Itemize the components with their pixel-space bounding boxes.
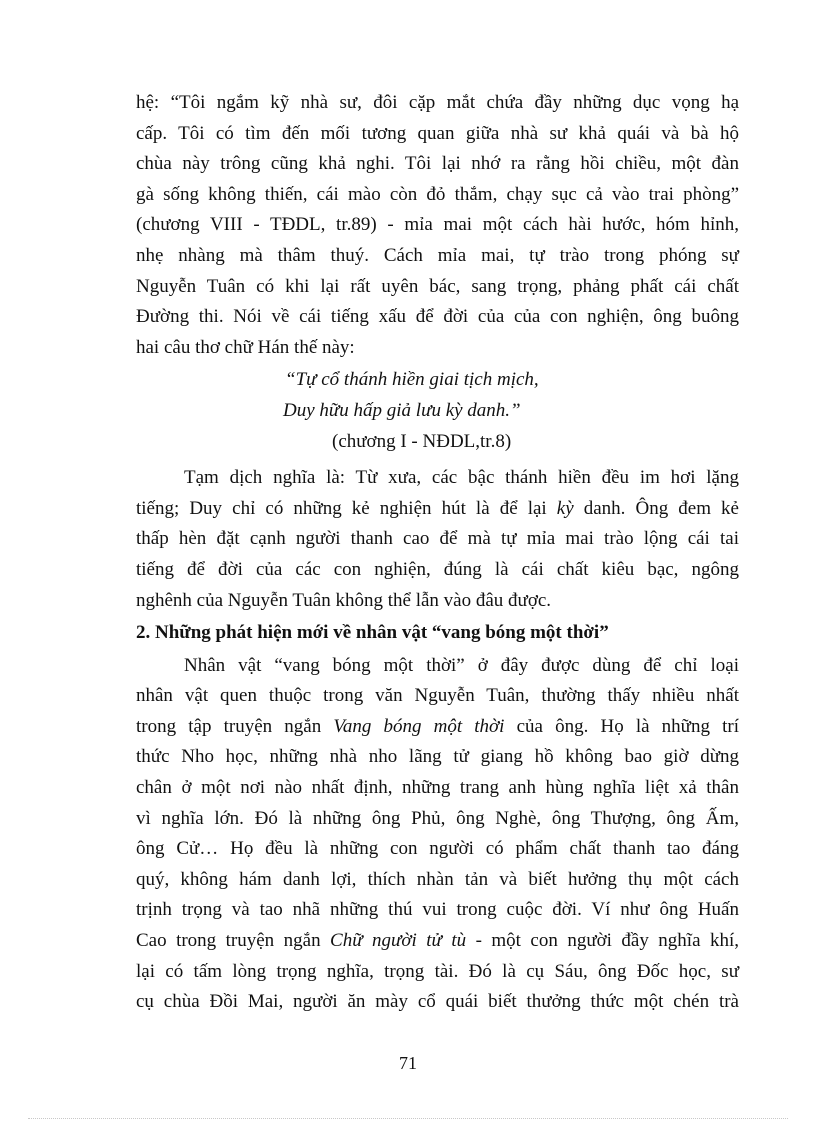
text-line: Nhân vật “vang bóng một thời” ở đây được dùng để chỉ loại	[184, 654, 739, 676]
text-line: nhẹ nhàng mà thâm thuý. Cách mỉa mai, tự trào trong phóng sự	[136, 244, 739, 266]
text-line: tiếng để đời của các con nghiện, đúng là cái chất kiêu bạc, ngông	[136, 558, 739, 580]
text-line: vì nghĩa lớn. Đó là những ông Phủ, ông Nghè, ông Thượng, ông Ấm,	[136, 807, 739, 829]
page-body	[136, 88, 739, 1018]
text-line	[136, 712, 739, 743]
text-line: cụ chùa Đồi Mai, người ăn mày cổ quái biết thưởng thức một chén trà	[136, 991, 739, 1013]
text-line: Đường thi. Nói về cái tiếng xấu để đời của của con nghiện, ông buông	[136, 306, 739, 328]
text-line: cấp. Tôi có tìm đến mối tương quan giữa nhà sư khả quái và bà hộ	[136, 122, 739, 144]
verse-quote	[136, 365, 739, 457]
text-segment: của ông. Họ là những trí	[504, 715, 740, 737]
text-line: ông Cử… Họ đều là những con người có phẩm chất thanh tao đáng	[136, 838, 739, 860]
section-heading: 2. Những phát hiện mới về nhân vật “vang bóng một thời”	[136, 622, 609, 644]
text-line: nghênh của Nguyễn Tuân không thể lẫn vào đâu được.	[136, 589, 552, 611]
text-line: nhân vật quen thuộc trong văn Nguyễn Tuân, thường thấy nhiều nhất	[136, 685, 739, 707]
verse-line: “Tự cổ thánh hiền giai tịch mịch,	[285, 369, 539, 391]
text-line	[136, 926, 739, 957]
text-line: thấp hèn đặt cạnh người thanh cao để mà tự mỉa mai trào lộng cái tai	[136, 528, 739, 550]
text-segment: Cao trong truyện ngắn	[136, 930, 331, 952]
story-title: Chữ người tử tù	[330, 930, 467, 952]
text-line: Nguyễn Tuân có khi lại rất uyên bác, sang trọng, phảng phất cái chất	[136, 275, 739, 297]
text-line	[136, 494, 739, 525]
text-line: chân ở một nơi nào nhất định, những trang anh hùng nghĩa liệt xả thân	[136, 777, 739, 799]
text-line: lại có tấm lòng trọng nghĩa, trọng tài. Đó là cụ Sáu, ông Đốc học, sư	[136, 960, 739, 982]
verse-source: (chương I - NĐDL,tr.8)	[332, 430, 512, 452]
text-line: chùa này trông cũng khả nghi. Tôi lại nhớ ra rằng hồi chiều, một đàn	[136, 153, 739, 175]
italic-term: kỳ	[556, 497, 574, 519]
book-title: Vang bóng một thời	[333, 715, 505, 737]
text-segment: tiếng; Duy chỉ có những kẻ nghiện hút là để lại	[136, 497, 557, 519]
text-segment: danh. Ông đem kẻ	[573, 497, 739, 519]
paragraph-3	[136, 651, 739, 1018]
verse-line: Duy hữu hấp giả lưu kỳ danh.”	[283, 399, 521, 421]
paragraph-1	[136, 88, 739, 363]
text-segment: - một con người đầy nghĩa khí,	[466, 930, 739, 952]
text-line: hệ: “Tôi ngắm kỹ nhà sư, đôi cặp mắt chứa đầy những dục vọng hạ	[136, 92, 739, 113]
text-line: quý, không hám danh lợi, thích nhàn tản và biết hưởng thụ một cách	[136, 868, 739, 890]
text-line: thức Nho học, những nhà nho lãng tử giang hồ không bao giờ dừng	[136, 746, 739, 768]
paragraph-2	[136, 463, 739, 616]
page-bottom-divider	[28, 1118, 788, 1119]
text-line: trịnh trọng và tao nhã những thú vui trong cuộc đời. Ví như ông Huấn	[136, 899, 739, 921]
text-segment: trong tập truyện ngắn	[136, 715, 334, 737]
page-number: 71	[399, 1053, 417, 1073]
text-line: Tạm dịch nghĩa là: Từ xưa, các bậc thánh hiền đều im hơi lặng	[184, 467, 739, 489]
text-line: hai câu thơ chữ Hán thế này:	[136, 336, 355, 358]
text-line: gà sống không thiến, cái mào còn đỏ thắm, chạy sục cả vào trai phòng”	[136, 183, 739, 205]
text-line: (chương VIII - TĐDL, tr.89) - mỉa mai một cách hài hước, hóm hỉnh,	[136, 214, 739, 236]
